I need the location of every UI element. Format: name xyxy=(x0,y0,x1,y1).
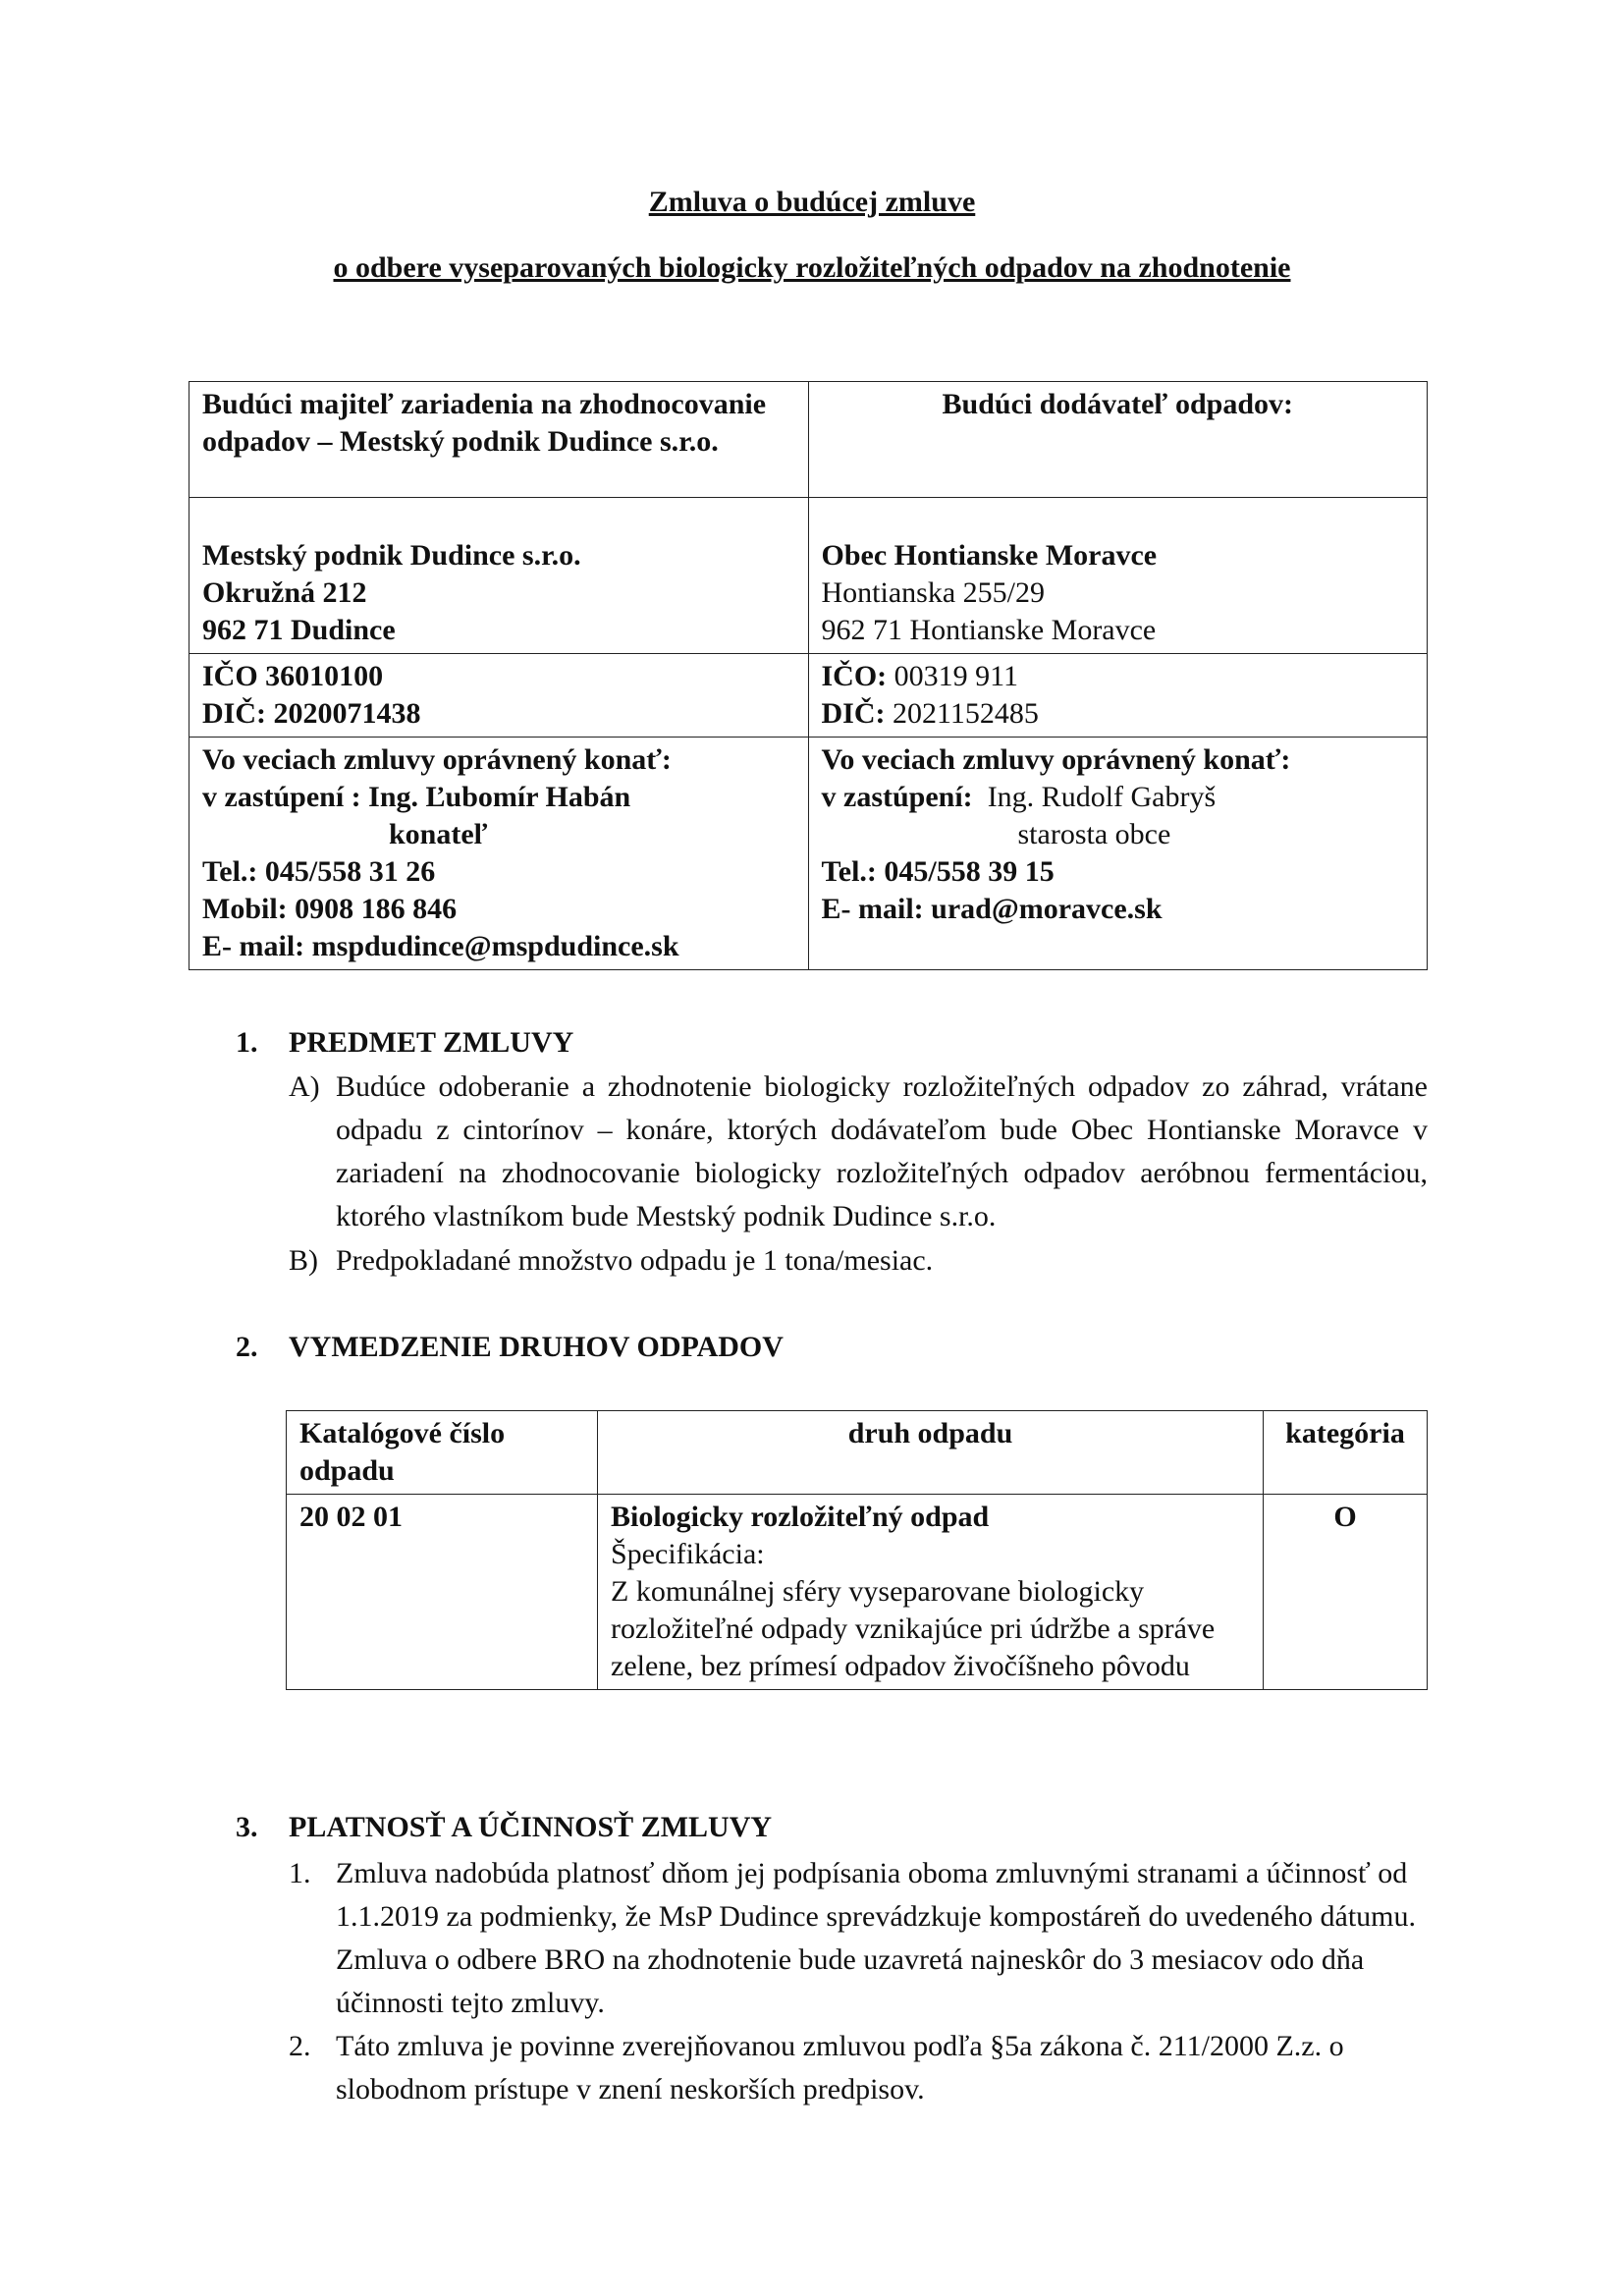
table-row xyxy=(287,1495,1428,1690)
col-header-code: Katalógové číslo odpadu xyxy=(287,1411,598,1495)
owner-authorized: Vo veciach zmluvy oprávnený konať: xyxy=(202,743,672,776)
supplier-representative: v zastúpení: Ing. Rudolf Gabryš xyxy=(821,781,1217,813)
spec-text: Z komunálnej sféry vyseparovane biologicky rozložiteľné odpady vznikajúce pri údržbe a správe zelene, bez prímesí odpadov živočíšneho pôvodu xyxy=(611,1575,1216,1682)
owner-email: E- mail: mspdudince@mspdudince.sk xyxy=(202,930,679,962)
supplier-email: E- mail: urad@moravce.sk xyxy=(821,893,1163,925)
supplier-ico: IČO: 00319 911 xyxy=(821,660,1019,692)
owner-ico: IČO 36010100 xyxy=(202,660,384,692)
supplier-ids xyxy=(808,654,1428,738)
document-subtitle: o odbere vyseparovaných biologicky rozložiteľných odpadov na zhodnotenie xyxy=(333,251,1291,284)
owner-representative: v zastúpení : Ing. Ľubomír Habán xyxy=(202,781,631,813)
supplier-address xyxy=(808,498,1428,654)
supplier-rep-role: starosta obce xyxy=(1017,818,1171,850)
supplier-name: Obec Hontianske Moravce xyxy=(821,539,1158,572)
owner-contact xyxy=(189,738,809,970)
owner-dic: DIČ: 2020071438 xyxy=(202,697,421,730)
owner-tel: Tel.: 045/558 31 26 xyxy=(202,855,436,888)
waste-code: 20 02 01 xyxy=(287,1495,598,1690)
section-3-item-2: 2. Táto zmluva je povinne zverejňovanou zmluvou podľa §5a zákona č. 211/2000 Z.z. o slobodnom prístupe v znení neskorších predpisov. xyxy=(289,2030,1344,2105)
section-1-item-a: A) Budúce odoberanie a zhodnotenie biologicky rozložiteľných odpadov zo záhrad, vrátane odpadu z cintorínov – konáre, ktorých dodávateľom bude Obec Hontianske Moravce v zariadení na zhodnocovanie biologicky rozložiteľných odpadov aeróbnou fermentáciou, ktorého vlastníkom bude Mestský podnik Dudince s.r.o. xyxy=(289,1070,1428,1232)
supplier-street: Hontianska 255/29 xyxy=(821,576,1045,609)
owner-address xyxy=(189,498,809,654)
waste-name: Biologicky rozložiteľný odpad xyxy=(611,1501,990,1533)
owner-rep-role: konateľ xyxy=(389,818,488,850)
waste-category: O xyxy=(1264,1495,1428,1690)
supplier-header: Budúci dodávateľ odpadov: xyxy=(808,382,1428,498)
parties-table xyxy=(189,381,1428,970)
col-header-category: kategória xyxy=(1264,1411,1428,1495)
owner-mobil: Mobil: 0908 186 846 xyxy=(202,893,458,925)
waste-description xyxy=(598,1495,1264,1690)
owner-ids xyxy=(189,654,809,738)
document-title: Zmluva o budúcej zmluve xyxy=(648,186,976,218)
waste-table xyxy=(286,1410,1428,1690)
supplier-authorized: Vo veciach zmluvy oprávnený konať: xyxy=(821,743,1291,776)
supplier-tel: Tel.: 045/558 39 15 xyxy=(821,855,1055,888)
supplier-contact xyxy=(808,738,1428,970)
owner-header: Budúci majiteľ zariadenia na zhodnocovanie odpadov – Mestský podnik Dudince s.r.o. xyxy=(189,382,809,498)
owner-name: Mestský podnik Dudince s.r.o. xyxy=(202,539,581,572)
col-header-type: druh odpadu xyxy=(598,1411,1264,1495)
supplier-dic: DIČ: 2021152485 xyxy=(821,697,1039,730)
section-3-item-1: 1. Zmluva nadobúda platnosť dňom jej podpísania oboma zmluvnými stranami a účinnosť od 1.1.2019 za podmienky, že MsP Dudince sprevádzkuje kompostáreň do uvedeného dátumu. Zmluva o odbere BRO na zhodnotenie bude uzavretá najneskôr do 3 mesiacov odo dňa účinnosti tejto zmluvy. xyxy=(289,1857,1417,2019)
owner-street: Okružná 212 xyxy=(202,576,367,609)
spec-label: Špecifikácia: xyxy=(611,1538,765,1570)
section-1-item-b: B) Predpokladané množstvo odpadu je 1 tona/mesiac. xyxy=(289,1244,934,1277)
contract-page: Zmluva o budúcej zmluve o odbere vyseparovaných biologicky rozložiteľných odpadov na zhodnotenie Budúci majiteľ zariadenia na zhodnocovanie odpadov – Mestský podnik Dudince s.r.o. Budúci dodávateľ odpadov: Mestský podnik Dudince s.r.o. Okružná 212 962 71 Dudince Obec Hontianske Moravce Hontianska 255/29 962 71 Hontianske Moravce IČO 36010100 DIČ: 2020071438 IČO: 00319 911 DIČ: 2021152485 Vo veciach zmluvy oprávnený konať: v zastúpení : Ing. Ľubomír Habán konateľ Tel.: 045/558 31 26 Mobil: 0908 186 846 E- mail: mspdudince@mspdudince.sk Vo veciach zmluvy oprávnený konať: v zastúpení: Ing. Rudolf Gabryš starosta obce Tel.: 045/558 39 15 E- mail: urad@moravce.sk 1. PREDMET ZMLUVY A) Budúce odoberanie a zhodnotenie biologicky rozložiteľných odpadov zo záhrad, vrátane odpadu z cintorínov – konáre, ktorých dodávateľom bude Obec Hontianske Moravce v zariadení na zhodnocovanie biologicky rozložiteľných odpadov aeróbnou fermentáciou, ktorého vlastníkom bude Mestský podnik Dudince s.r.o. B) Predpokladané množstvo odpadu je 1 tona/mesiac. 2. VYMEDZENIE DRUHOV ODPADOV Katalógové číslo odpadu druh odpadu kategória 20 02 01 Biologicky rozložiteľný odpad Špecifikácia: Z komunálnej sféry vyseparovane biologicky rozložiteľné odpady vznikajúce pri údržbe a správe zelene, bez prímesí odpadov živočíšneho pôvodu O 3. PLATNOSŤ A ÚČINNOSŤ ZMLUVY 1. Zmluva nadobúda platnosť dňom jej podpísania oboma zmluvnými stranami a účinnosť od 1.1.2019 za podmienky, že MsP Dudince sprevádzkuje kompostáreň do uvedeného dátumu. Zmluva o odbere BRO na zhodnotenie bude uzavretá najneskôr do 3 mesiacov odo dňa účinnosti tejto zmluvy. 2. Táto zmluva je povinne zverejňovanou zmluvou podľa §5a zákona č. 211/2000 Z.z. o slobodnom prístupe v znení neskorších predpisov. xyxy=(0,0,1624,2296)
owner-city: 962 71 Dudince xyxy=(202,614,396,646)
supplier-city: 962 71 Hontianske Moravce xyxy=(821,614,1157,646)
